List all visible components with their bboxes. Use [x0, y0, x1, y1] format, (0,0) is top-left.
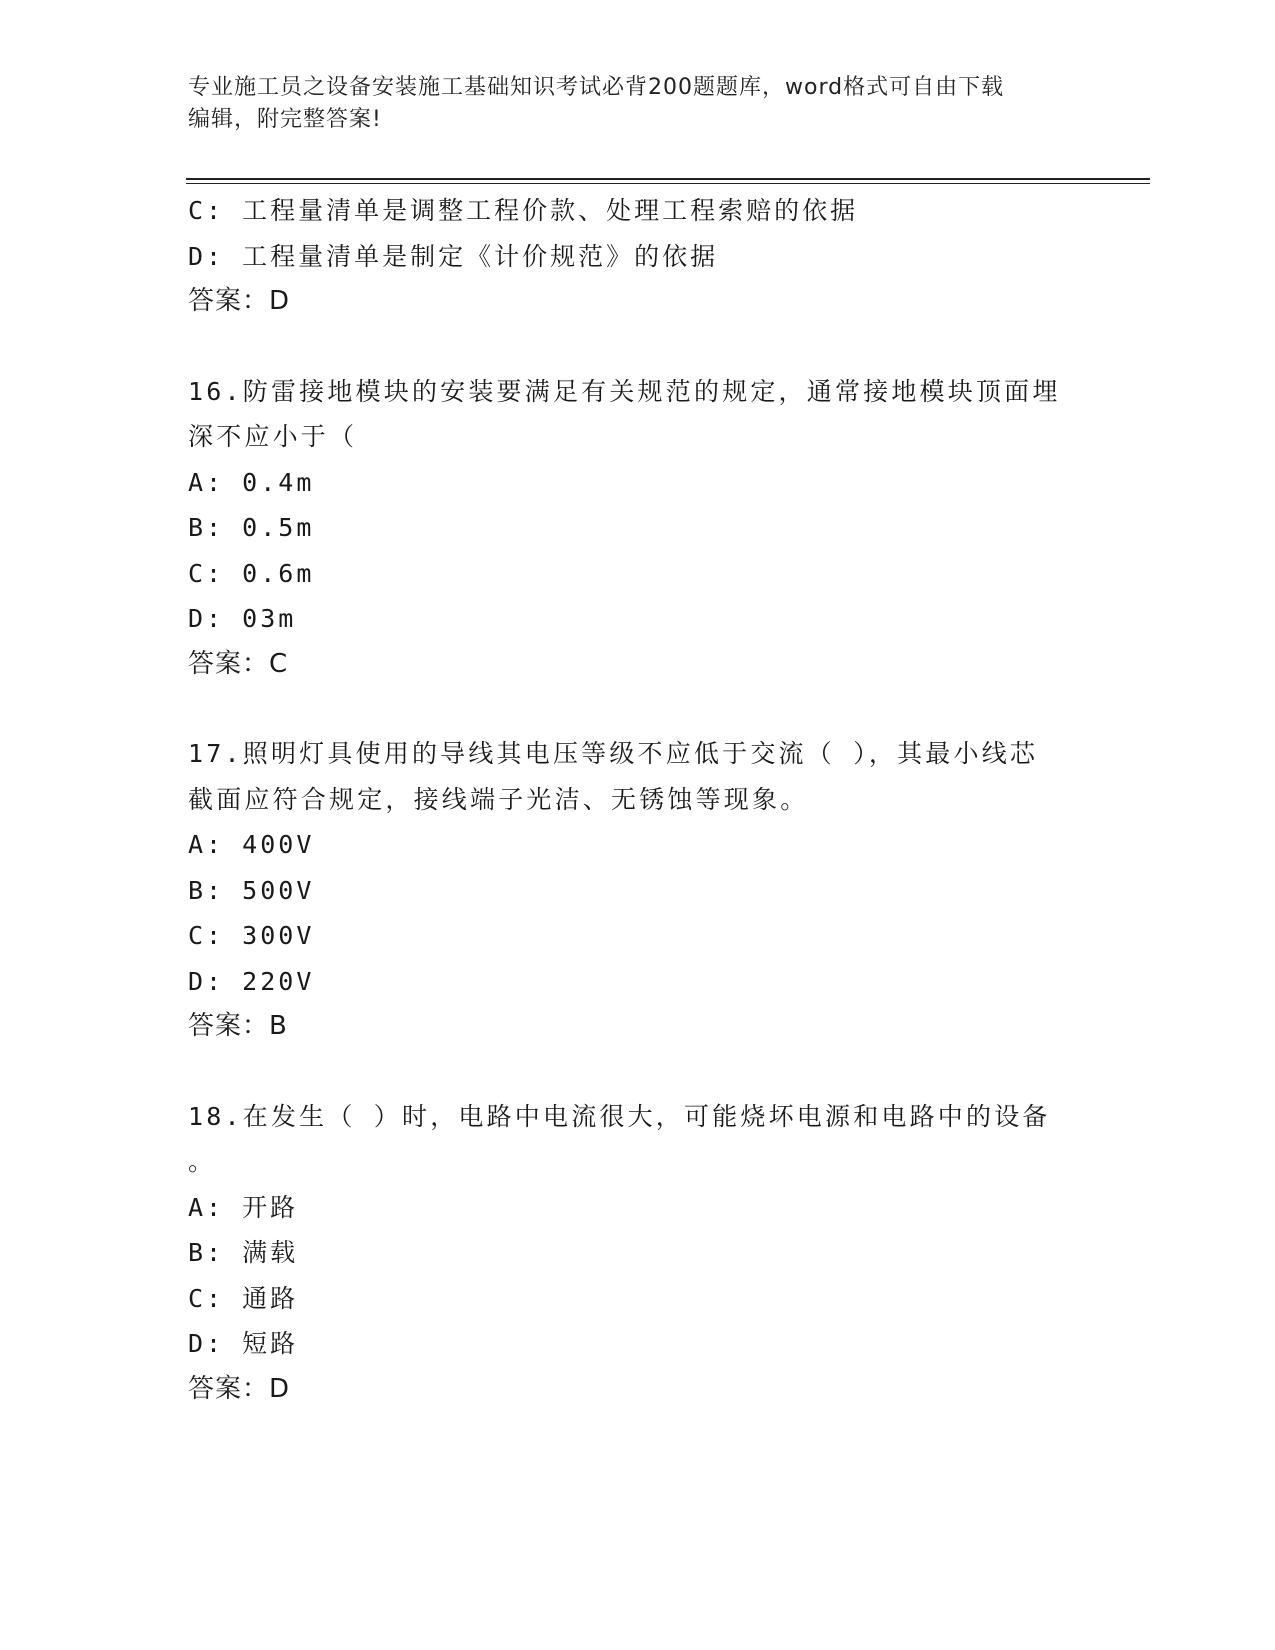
option-a	[188, 460, 1088, 506]
option-d	[188, 596, 1088, 642]
option-label: B:	[188, 1238, 225, 1267]
question-17	[188, 731, 1088, 1050]
option-label: B:	[188, 513, 225, 542]
header-title-line-1: 专业施工员之设备安装施工基础知识考试必背200题题库，word格式可自由下载	[188, 75, 1005, 100]
header-title-line-2: 编辑，附完整答案!	[188, 107, 382, 132]
option-label: C:	[188, 1283, 225, 1313]
option-c	[188, 913, 1088, 959]
answer-line: 答案：D	[188, 1373, 291, 1404]
option-text: 400V	[242, 830, 315, 859]
stem-line: 16.防雷接地模块的安装要满足有关规范的规定，通常接地模块顶面埋	[188, 376, 1061, 406]
option-a	[188, 1185, 1088, 1231]
option-text: 0.6m	[242, 558, 315, 588]
answer-line: 答案：B	[188, 1011, 288, 1041]
option-label: C:	[188, 196, 225, 225]
option-text: 300V	[242, 921, 315, 950]
stem-line: 17.照明灯具使用的导线其电压等级不应低于交流（ ），其最小线芯	[188, 739, 1039, 768]
stem-line: 。	[188, 1147, 217, 1176]
question-stem	[188, 1094, 1088, 1185]
option-text: 0.4m	[242, 467, 315, 497]
question-stem	[188, 731, 1088, 822]
option-label: D:	[188, 966, 225, 996]
answer-line: 答案：D	[188, 286, 291, 316]
option-label: D:	[188, 1329, 225, 1358]
question-16	[188, 369, 1088, 688]
document-body	[188, 188, 1088, 1412]
option-text: 0.5m	[242, 513, 315, 542]
answer-line: 答案：C	[188, 648, 289, 679]
option-text: 短路	[242, 1329, 299, 1358]
option-label: A:	[188, 830, 225, 859]
option-label: D:	[188, 604, 225, 633]
option-b	[188, 505, 1088, 551]
option-label: D:	[188, 241, 225, 271]
option-label: A:	[188, 1192, 225, 1222]
option-c	[188, 551, 1088, 597]
option-c	[188, 1276, 1088, 1322]
option-a	[188, 822, 1088, 868]
page-header	[188, 72, 1078, 136]
option-label: C:	[188, 558, 225, 588]
option-c	[188, 188, 1088, 234]
option-text: 通路	[242, 1283, 299, 1313]
option-text: 满载	[242, 1238, 299, 1267]
option-d	[188, 1321, 1088, 1367]
option-text: 500V	[242, 875, 315, 905]
option-d	[188, 234, 1088, 280]
option-label: A:	[188, 467, 225, 497]
option-text: 220V	[242, 966, 315, 996]
stem-line: 截面应符合规定，接线端子光洁、无锈蚀等现象。	[188, 784, 809, 814]
stem-line: 深不应小于（	[188, 422, 358, 451]
prev-question-block	[188, 188, 1088, 325]
header-divider-thin	[186, 183, 1150, 184]
option-label: C:	[188, 921, 225, 950]
question-stem	[188, 369, 1088, 460]
option-b	[188, 868, 1088, 914]
header-divider	[186, 178, 1150, 180]
option-d	[188, 959, 1088, 1005]
option-text: 工程量清单是制定《计价规范》的依据	[242, 241, 719, 271]
option-b	[188, 1230, 1088, 1276]
option-text: 开路	[242, 1192, 299, 1222]
stem-line: 18.在发生（ ）时，电路中电流很大，可能烧坏电源和电路中的设备	[188, 1101, 1051, 1131]
option-text: 03m	[242, 604, 297, 633]
option-text: 工程量清单是调整工程价款、处理工程索赔的依据	[242, 196, 859, 225]
question-18	[188, 1094, 1088, 1413]
option-label: B:	[188, 875, 225, 905]
